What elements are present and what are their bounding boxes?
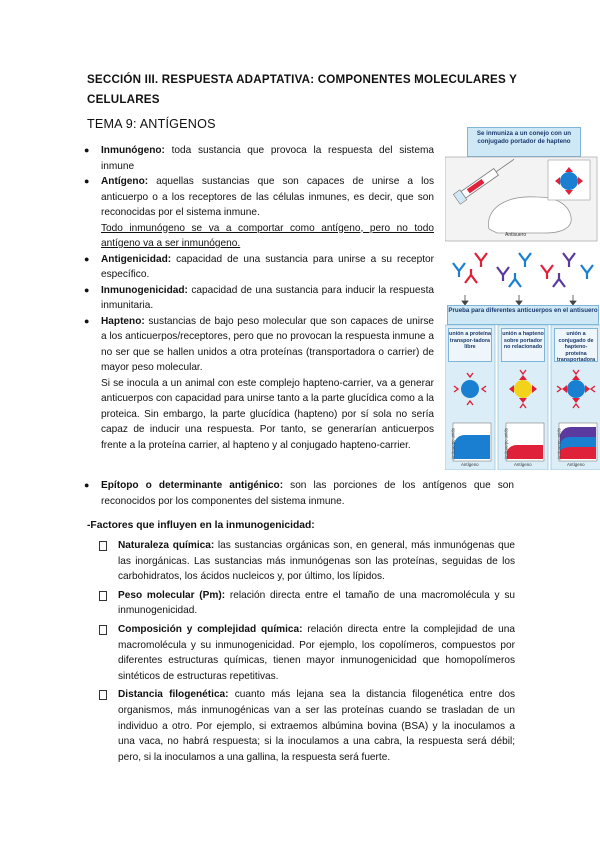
underlined-note: Todo inmunógeno se va a comportar como antígeno, pero no todo antígeno va a ser inmunógeno. [101, 222, 434, 249]
bullet-icon: ● [84, 284, 90, 295]
antisuero-label: Antisuero [505, 232, 527, 238]
factor-text: las sustancias orgánicas son, en general, más inmunógenas que las inorgánicas. Las sustancias más inmunógenas son las proteínas, seguidas de los carbohidratos, los ácidos nucleicos y, por último, los lípidos. [118, 540, 515, 583]
graph-1 [450, 423, 491, 461]
bullet-icon: ● [84, 480, 90, 490]
free-carrier-icon [461, 380, 479, 398]
definition-inmunogeno [84, 143, 434, 174]
factor-term: Composición y complejidad química: [118, 623, 303, 635]
factors-title: -Factores que influyen en la inmunogenicidad: [87, 520, 315, 531]
section-title: SECCIÓN III. RESPUESTA ADAPTATIVA: COMPONENTES MOLECULARES Y CELULARES [87, 73, 517, 106]
graph-3 [556, 423, 597, 461]
factor-item [99, 538, 515, 585]
bullet-icon: ● [84, 253, 90, 264]
definitions-list [84, 143, 434, 453]
hapteno-extra-paragraph: Si se inocula a un animal con este complejo hapteno-carrier, va a generar anticuerpos con capacidad para unirse tanto a la parte glucídica como a la proteica. Sin embargo, la parte glucídica (hapteno) por sí sola no sería capaz de inducir una respuesta. Por tanto, se generarían anticuerpos frente a la proteína carrier, al hapteno y al conjugado hapteno-carrier. [101, 377, 434, 451]
term: Antígeno: [101, 176, 149, 187]
term: Inmunógeno: [101, 145, 165, 156]
column-2-label: unión a hapteno sobre portador no relacionado [501, 328, 545, 362]
definition-antigeno [84, 174, 434, 252]
y-axis-label-3: Anticuerpo unido [556, 428, 562, 460]
bullet-icon: ● [84, 145, 90, 155]
topic-title: TEMA 9: ANTÍGENOS [87, 117, 216, 131]
x-axis-label-1: Antígeno [461, 462, 479, 467]
definition-hapteno [84, 314, 434, 454]
bullet-icon: ● [84, 176, 90, 186]
definition-text: toda sustancia que provoca la respuesta del sistema inmune [101, 145, 434, 172]
factor-text: cuanto más lejana sea la distancia filogenética entre dos organismos, más inmunogénicas van a ser las proteínas cuando se trasladan de un individuo a otro. Por ejemplo, si extraemos albúmina bovina (BSA) y la inoculamos a una vaca, no habrá respuesta; si la inoculamos a una cabra, la respuesta será débil; pero, si la inoculamos a una gallina, la respuesta será fuerte. [118, 689, 515, 763]
factor-text: relación directa entre el tamaño de una macromolécula y su inmunogenicidad. [118, 589, 515, 617]
hapten-carrier-figure [445, 125, 600, 470]
column-3-label: unión a conjugado de hapteno-proteína transportadora [554, 328, 598, 362]
antibodies-group [453, 253, 593, 287]
x-axis-label-3: Antígeno [567, 462, 585, 467]
y-axis-label-2: Anticuerpo unido [503, 428, 509, 460]
y-axis-label-1: Anticuerpo unido [450, 428, 456, 460]
checkbox-glyph-icon [99, 625, 107, 635]
factor-item [99, 687, 515, 765]
definition-text: capacidad de una sustancia para unirse a su receptor específico. [101, 253, 434, 280]
factor-term: Naturaleza química: [118, 540, 215, 551]
definition-text: aquellas sustancias que son capaces de unirse a los anticuerpo o a los receptores de las células inmunes, es decir, que son reconocidas por el sistema inmune. [101, 176, 434, 218]
term: Antigenicidad: [101, 253, 172, 265]
checkbox-glyph-icon [99, 541, 107, 551]
term: Hapteno: [101, 315, 145, 327]
factor-text: relación directa entre la complejidad de una macromolécula y su inmunogenicidad. Por ejemplo, los copolímeros, compuestos por diferentes estructuras químicas, tienen mayor inmunogenicidad que homopolímeros sintéticos de estructuras repetitivas. [118, 623, 515, 682]
factor-item [99, 588, 515, 619]
checkbox-glyph-icon [99, 690, 107, 700]
arrows [462, 295, 576, 305]
definition-antigenicidad [84, 252, 434, 283]
factor-item [99, 622, 515, 684]
figure-middle-label: Prueba para diferentes anticuerpos en el antisuero [447, 305, 599, 325]
definition-text: son las porciones de los antígenos que son reconocidos por los componentes del sistema inmune. [101, 480, 514, 507]
conjugate-icon [548, 160, 590, 200]
figure-drawing [445, 125, 600, 470]
definition-text: sustancias de bajo peso molecular que son capaces de unirse a los anticuerpos/receptores, pero que no provocan la respuesta inmune a no ser que se hallen unidos a otra proteínas (transportadora o carrier) de mayor peso molecular. [101, 315, 434, 373]
definition-inmunogenicidad [84, 283, 434, 314]
factor-term: Peso molecular (Pm): [118, 589, 226, 601]
definition-text: capacidad de una sustancia para inducir la respuesta inmunitaria. [101, 284, 434, 311]
factors-list [99, 538, 515, 768]
term: Epítopo o determinante antigénico: [101, 480, 284, 491]
term: Inmunogenicidad: [101, 284, 188, 296]
bullet-icon: ● [84, 315, 90, 326]
x-axis-label-2: Antígeno [514, 462, 532, 467]
column-1-label: unión a proteína transpor-tadora libre [448, 328, 492, 362]
checkbox-glyph-icon [99, 591, 107, 601]
graph-2 [503, 423, 544, 461]
definition-epitopo [84, 478, 514, 509]
figure-top-label: Se inmuniza a un conejo con un conjugado portador de hapteno [467, 127, 581, 157]
factor-term: Distancia filogenética: [118, 689, 229, 701]
